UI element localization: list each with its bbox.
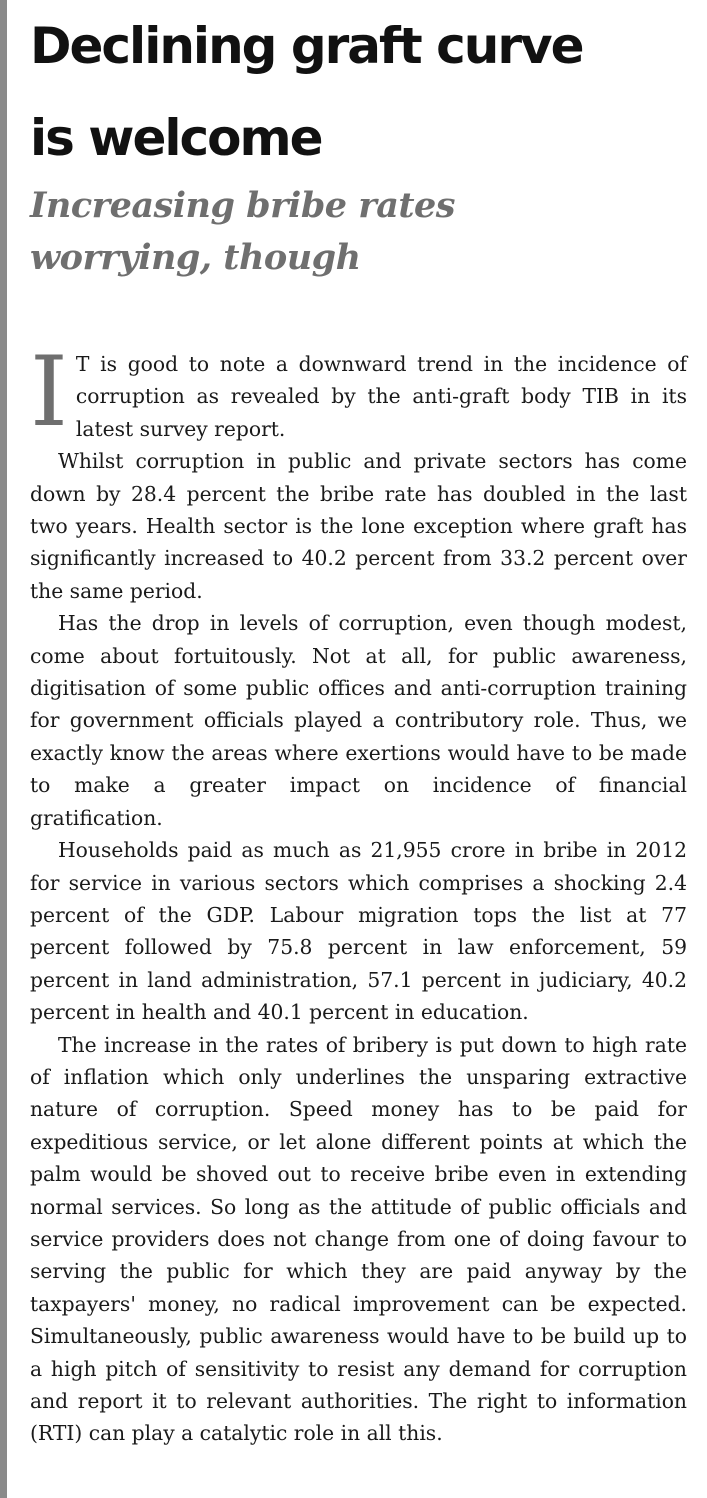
- paragraph-2: Whilst corruption in public and private sectors has come down by 28.4 percent the bribe rate has doubled in the last two years. Health sector is the lone exception where graft has significantly increased to 40.2 percent from 33.2 percent over the same period.: [30, 449, 687, 603]
- headline: [30, 0, 687, 184]
- subheadline-line-1: Increasing bribe rates: [30, 185, 456, 226]
- headline-line-1: Declining graft curve: [30, 17, 583, 75]
- subheadline: [30, 180, 687, 284]
- drop-cap: I: [30, 336, 68, 448]
- column-rule: [0, 0, 7, 1498]
- paragraph-3: Has the drop in levels of corruption, even though modest, come about fortuitously. Not at all, for public awareness, digitisation of some public offices and anti-corruption training for government officials played a contributory role. Thus, we exactly know the areas where exertions would have to be made to make a greater impact on incidence of financial gratification.: [30, 611, 687, 830]
- article-body: [30, 336, 687, 1450]
- paragraph-5: The increase in the rates of bribery is put down to high rate of inflation which only underlines the unsparing extractive nature of corruption. Speed money has to be paid for expeditious service, or let alone different points at which the palm would be shoved out to receive bribe even in extending normal services. So long as the attitude of public officials and service providers does not change from one of doing favour to serving the public for which they are paid anyway by the taxpayers' money, no radical improvement can be expected. Simultaneously, public awareness would have to be build up to a high pitch of sensitivity to resist any demand for corruption and report it to relevant authorities. The right to information (RTI) can play a catalytic role in all this.: [30, 1032, 687, 1446]
- paragraph-1-text: T is good to note a downward trend in the incidence of corruption as revealed by the anti-graft body TIB in its latest survey report.: [75, 352, 687, 441]
- editorial-article: [30, 0, 687, 1450]
- subheadline-line-2: worrying, though: [30, 237, 361, 278]
- paragraph-1: [30, 336, 687, 448]
- headline-line-2: is welcome: [30, 109, 322, 167]
- paragraph-4: Households paid as much as 21,955 crore in bribe in 2012 for service in various sectors which comprises a shocking 2.4 percent of the GDP. Labour migration tops the list at 77 percent followed by 75.8 percent in law enforcement, 59 percent in land administration, 57.1 percent in judiciary, 40.2 percent in health and 40.1 percent in education.: [30, 838, 687, 1025]
